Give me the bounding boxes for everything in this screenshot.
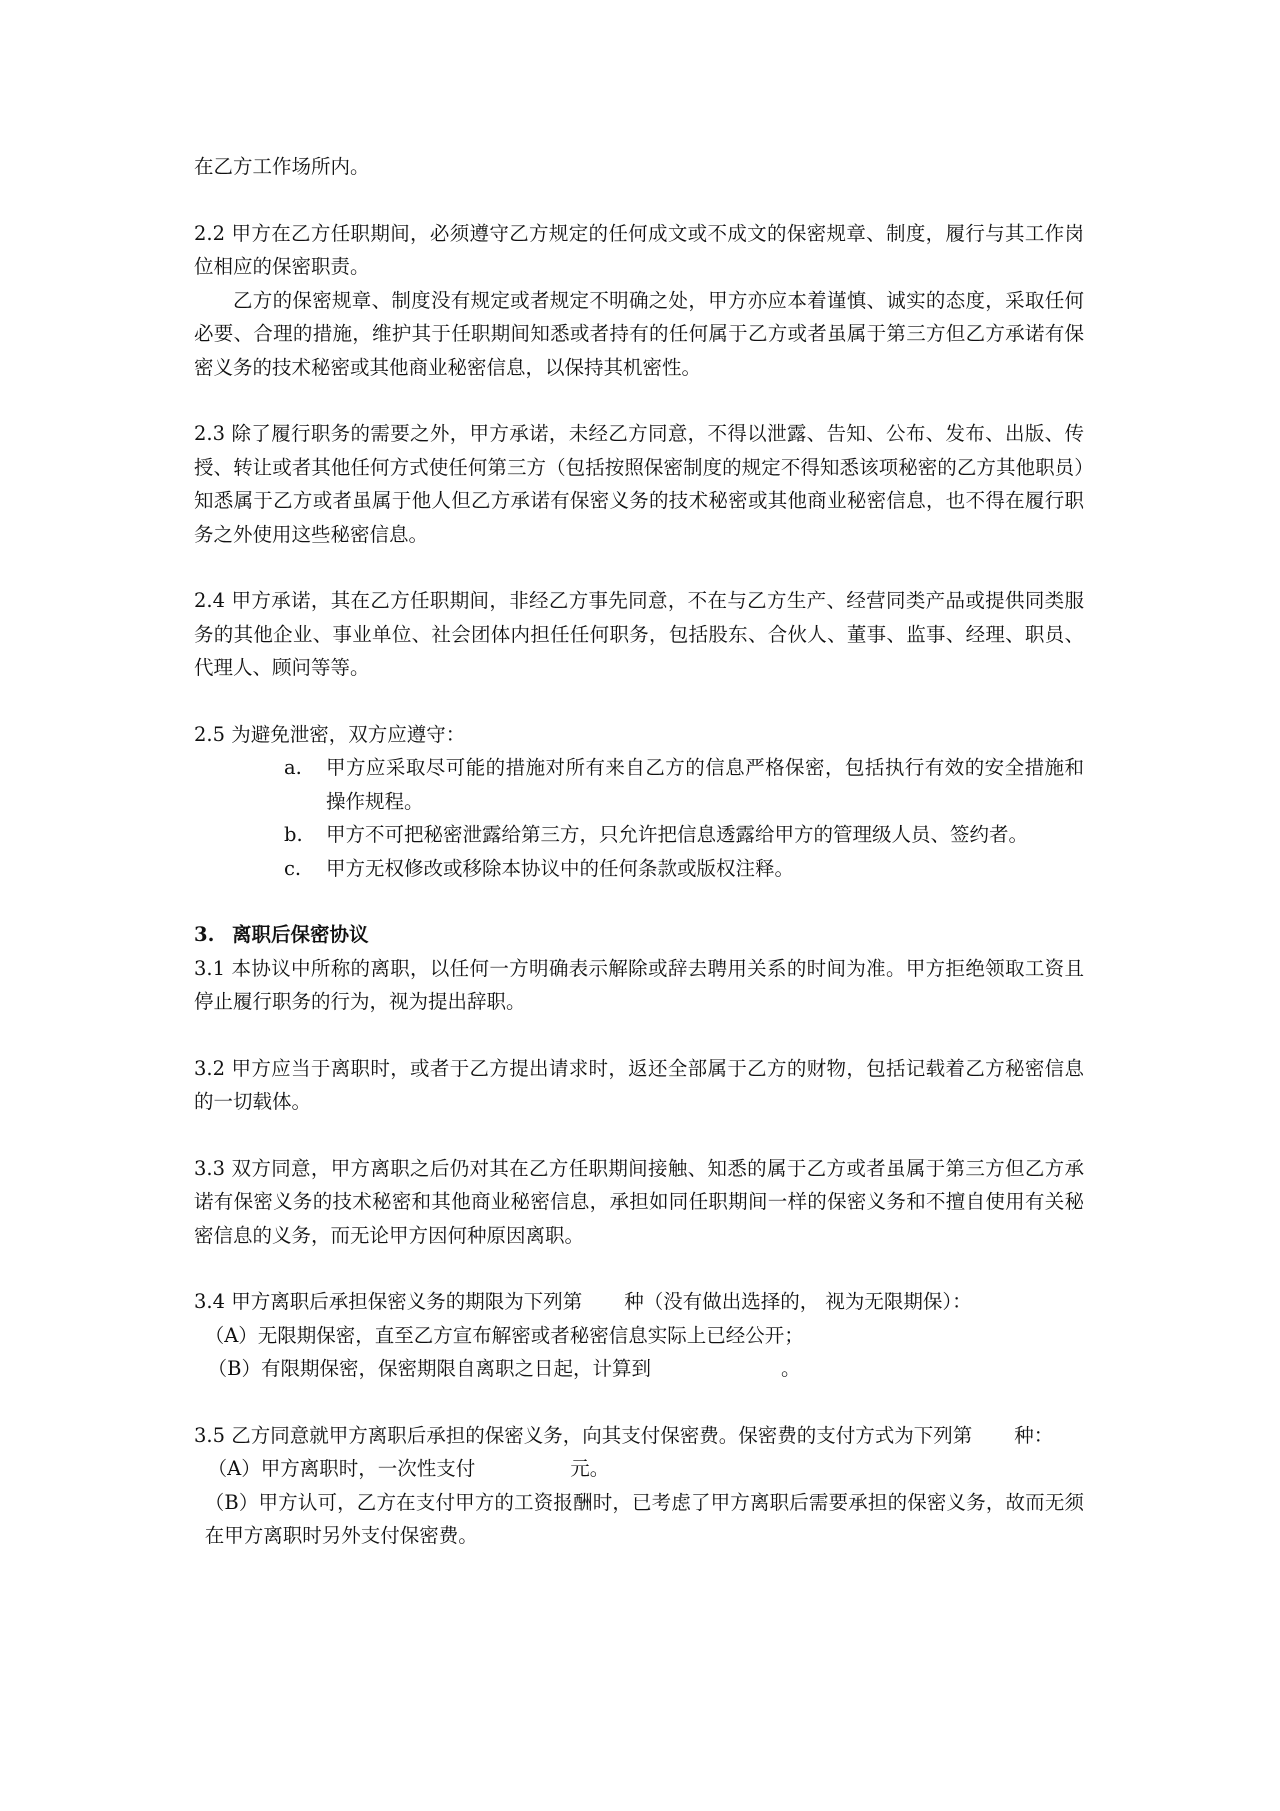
clause-3-5 xyxy=(194,1419,1084,1453)
option-a-text-end: 元。 xyxy=(570,1457,610,1480)
document-body xyxy=(194,150,1084,1553)
clause-3-4-text-start: 3.4 甲方离职后承担保密义务的期限为下列第 xyxy=(194,1290,583,1313)
list-item-text: 甲方无权修改或移除本协议中的任何条款或版权注释。 xyxy=(326,856,795,880)
clause-3-5-option-b: （B）甲方认可，乙方在支付甲方的工资报酬时，已考虑了甲方离职后需要承担的保密义务，故而无须在甲方离职时另外支付保密费。 xyxy=(204,1490,1084,1547)
list-marker: c. xyxy=(284,856,302,880)
list-item-text: 甲方应采取尽可能的措施对所有来自乙方的信息严格保密，包括执行有效的安全措施和操作规程。 xyxy=(326,756,1084,813)
option-b-text-end: 。 xyxy=(780,1357,801,1380)
option-a-text-start: （A）甲方离职时，一次性支付 xyxy=(207,1457,476,1480)
section-3-heading xyxy=(194,918,1084,952)
paragraph-continued: 在乙方工作场所内。 xyxy=(194,155,370,178)
clause-3-4-option-a: （A）无限期保密，直至乙方宣布解密或者秘密信息实际上已经公开； xyxy=(204,1323,804,1347)
clause-2-2: 2.2 甲方在乙方任职期间，必须遵守乙方规定的任何成文或不成文的保密规章、制度，履行与其工作岗位相应的保密职责。 xyxy=(194,221,1084,278)
clause-3-5-text-start: 3.5 乙方同意就甲方离职后承担的保密义务，向其支付保密费。保密费的支付方式为下列第 xyxy=(194,1423,973,1447)
list-item-text: 甲方不可把秘密泄露给第三方，只允许把信息透露给甲方的管理级人员、签约者。 xyxy=(326,823,1029,846)
clause-3-4-text-end: 种（没有做出选择的， 视为无限期保）： xyxy=(624,1290,972,1313)
clause-3-5-option-a xyxy=(194,1452,1084,1486)
section-number: 3. xyxy=(194,923,215,946)
clause-2-3: 2.3 除了履行职务的需要之外，甲方承诺，未经乙方同意，不得以泄露、告知、公布、发布、出版、传授、转让或者其他任何方式使任何第三方（包括按照保密制度的规定不得知悉该项秘密的乙方其他职员）知悉属于乙方或者虽属于他人但乙方承诺有保密义务的技术秘密或其他商业秘密信息，也不得在履行职务之外使用这些秘密信息。 xyxy=(194,422,1084,546)
clause-3-1: 3.1 本协议中所称的离职，以任何一方明确表示解除或辞去聘用关系的时间为准。甲方拒绝领取工资且停止履行职务的行为，视为提出辞职。 xyxy=(194,956,1084,1013)
clause-2-5: 2.5 为避免泄密，双方应遵守： xyxy=(194,722,466,746)
clause-3-3: 3.3 双方同意，甲方离职之后仍对其在乙方任职期间接触、知悉的属于乙方或者虽属于第三方但乙方承诺有保密义务的技术秘密和其他商业秘密信息，承担如同任职期间一样的保密义务和不擅自使用有关秘密信息的义务，而无论甲方因何种原因离职。 xyxy=(194,1156,1084,1247)
clause-3-2: 3.2 甲方应当于离职时，或者于乙方提出请求时，返还全部属于乙方的财物，包括记载着乙方秘密信息的一切载体。 xyxy=(194,1056,1084,1113)
clause-2-2-supplement: 乙方的保密规章、制度没有规定或者规定不明确之处，甲方亦应本着谨慎、诚实的态度，采取任何必要、合理的措施，维护其于任职期间知悉或者持有的任何属于乙方或者虽属于第三方但乙方承诺有保密义务的技术秘密或其他商业秘密信息，以保持其机密性。 xyxy=(194,288,1084,379)
clause-3-4-option-b xyxy=(194,1352,1084,1386)
clause-2-5-list xyxy=(194,751,1084,885)
clause-3-5-text-end: 种： xyxy=(1014,1423,1054,1447)
section-title: 离职后保密协议 xyxy=(232,923,369,946)
list-item xyxy=(284,852,1084,886)
option-b-text-start: （B）有限期保密，保密期限自离职之日起，计算到 xyxy=(207,1357,651,1380)
clause-2-4: 2.4 甲方承诺，其在乙方任职期间，非经乙方事先同意，不在与乙方生产、经营同类产品或提供同类服务的其他企业、事业单位、社会团体内担任任何职务，包括股东、合伙人、董事、监事、经理、职员、代理人、顾问等等。 xyxy=(194,589,1084,679)
clause-3-4 xyxy=(194,1285,1084,1319)
list-marker: a. xyxy=(284,756,302,779)
list-marker: b. xyxy=(284,823,303,846)
list-item xyxy=(284,751,1084,818)
list-item xyxy=(284,818,1084,852)
